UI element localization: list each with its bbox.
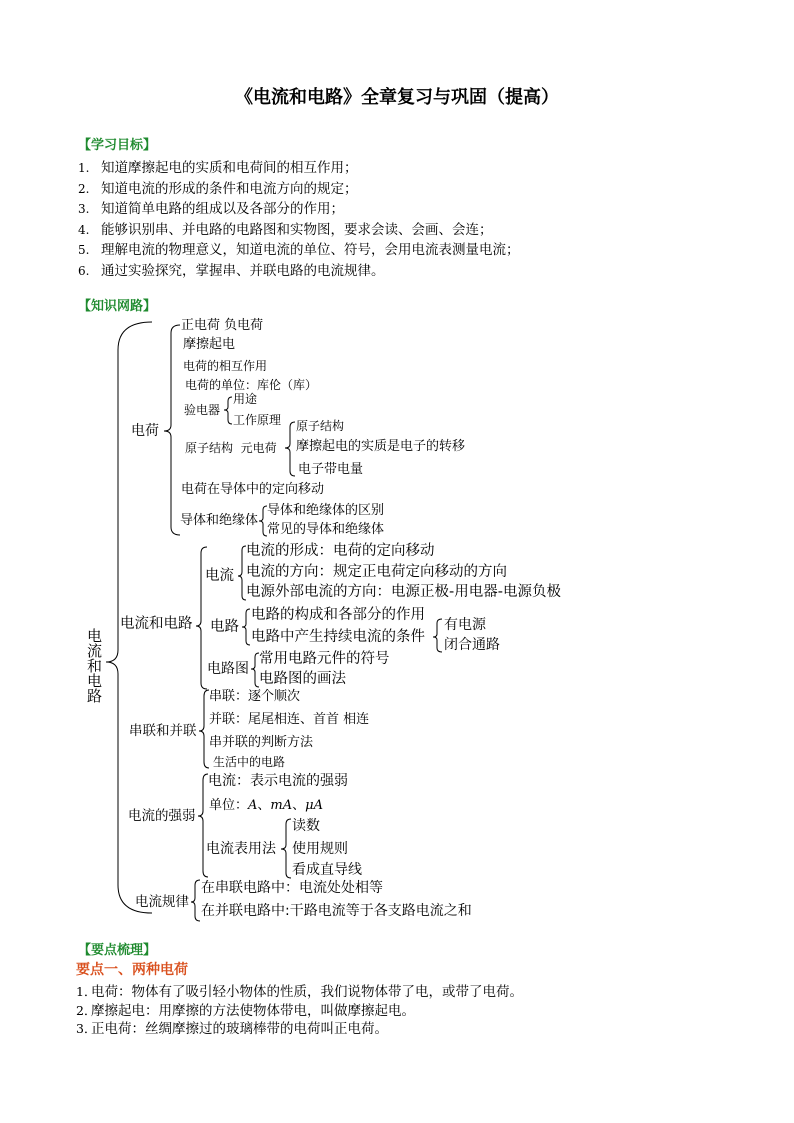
node-closed-path: 闭合通路	[444, 637, 500, 653]
node-component-symbols: 常用电路元件的符号	[259, 651, 390, 667]
brace-ammeter	[281, 819, 291, 878]
brace-current	[238, 546, 246, 600]
keypoints-heading: 【要点梳理】	[78, 943, 157, 958]
node-parallel-law: 在并联电路中:干路电流等于各支路电流之和	[201, 903, 472, 919]
node-friction-essence: 摩擦起电的实质是电子的转移	[296, 439, 466, 454]
objectives-heading: 【学习目标】	[78, 138, 157, 153]
objective-text: 知道电流的形成的条件和电流方向的规定；	[101, 180, 358, 197]
node-series: 串联：逐个顺次	[209, 689, 301, 704]
node-friction-electrification: 摩擦起电	[183, 337, 236, 352]
keypoint-item	[76, 1002, 523, 1021]
node-current-unit	[209, 798, 323, 814]
brace-series-parallel	[199, 690, 209, 768]
objective-number: 4.	[78, 222, 90, 237]
objective-item	[78, 179, 520, 200]
node-power-source: 有电源	[444, 617, 486, 633]
keypoint-1-title: 要点一、两种电荷	[76, 962, 188, 978]
branch-charge: 电荷	[131, 423, 159, 439]
node-circuit-diagram: 电路图	[207, 661, 249, 677]
objective-item	[78, 261, 520, 282]
node-external-current-direction: 电源外部电流的方向：电源正极-用电器-电源负极	[246, 584, 561, 600]
objective-number: 2.	[78, 181, 90, 196]
keypoint-item	[76, 1020, 523, 1039]
branch-current-laws: 电流规律	[135, 894, 189, 910]
brace-electroscope	[224, 397, 232, 424]
page-title: 《电流和电路》全章复习与巩固（提高）	[235, 87, 559, 108]
brace-atom	[285, 422, 295, 476]
node-charge-unit: 电荷的单位：库伦（库）	[185, 378, 318, 392]
brace-conductors	[259, 506, 267, 536]
node-charge-interaction: 电荷的相互作用	[183, 359, 268, 373]
keypoint-number: 3．	[76, 1021, 97, 1036]
unit-label: 单位：	[209, 798, 249, 813]
network-root: 电流和电路	[85, 628, 103, 703]
objective-number: 3.	[78, 202, 90, 217]
node-ammeter-usage: 电流表用法	[206, 841, 276, 857]
brace-condition	[433, 619, 442, 652]
brace-laws	[191, 880, 200, 921]
brace-diagram	[251, 653, 259, 687]
objective-number: 1.	[78, 161, 90, 175]
objectives-list	[78, 158, 520, 282]
objective-item	[78, 199, 520, 220]
objective-text: 理解电流的物理意义，知道电流的单位、符号，会用电流表测量电流；	[101, 242, 520, 259]
unit-microampere: μA	[305, 798, 323, 813]
branch-current-circuit: 电流和电路	[120, 616, 193, 632]
node-charge-movement: 电荷在导体中的定向移动	[181, 482, 325, 497]
node-atom-structure: 原子结构	[296, 419, 345, 433]
unit-milliampere: mA	[270, 798, 293, 813]
objective-item	[78, 158, 520, 179]
objective-number: 6.	[78, 263, 90, 278]
objective-text: 通过实验探究，掌握串、并联电路的电流规律。	[101, 262, 385, 279]
objective-text: 知道简单电路的组成以及各部分的作用；	[101, 201, 344, 218]
node-conductor-difference: 导体和绝缘体的区别	[267, 503, 385, 518]
node-electroscope: 验电器	[184, 403, 221, 417]
node-current-formation: 电流的形成：电荷的定向移动	[246, 543, 435, 559]
node-everyday-circuits: 生活中的电路	[213, 755, 286, 769]
node-electron-charge: 电子带电量	[298, 462, 364, 477]
node-current-meaning: 电流：表示电流的强弱	[208, 773, 348, 789]
node-common-conductors: 常见的导体和绝缘体	[267, 522, 385, 537]
node-current: 电流	[205, 568, 234, 584]
node-circuit: 电路	[210, 619, 239, 635]
keypoint-text: 摩擦起电：用摩擦的方法使物体带电，叫做摩擦起电。	[91, 1002, 415, 1019]
keypoint-item	[76, 983, 523, 1002]
node-positive-negative-charge: 正电荷 负电荷	[181, 318, 264, 333]
unit-separator: 、	[257, 798, 271, 813]
unit-separator: 、	[292, 798, 306, 813]
node-continuous-current-condition: 电路中产生持续电流的条件	[251, 629, 425, 645]
objective-item	[78, 220, 520, 241]
objective-text: 能够识别串、并电路的电路图和实物图，要求会读、会画、会连；	[101, 221, 493, 238]
brace-strength	[198, 774, 208, 877]
keypoint-1-list	[76, 983, 523, 1039]
brace-charge	[164, 325, 180, 535]
node-conductors-insulators: 导体和绝缘体	[180, 513, 259, 528]
objective-item	[78, 240, 520, 261]
node-electroscope-use: 用途	[233, 392, 258, 406]
node-atom-elementary-charge: 原子结构 元电荷	[185, 441, 277, 455]
objective-text: 知道摩擦起电的实质和电荷间的相互作用；	[101, 160, 358, 176]
node-series-parallel-judgement: 串并联的判断方法	[209, 735, 314, 750]
objective-number: 5.	[78, 243, 90, 258]
node-ammeter-reading: 读数	[292, 818, 320, 834]
node-ammeter-rules: 使用规则	[292, 841, 348, 857]
brace-circuit	[242, 609, 250, 645]
network-heading: 【知识网路】	[78, 299, 157, 314]
node-circuit-composition: 电路的构成和各部分的作用	[251, 607, 425, 623]
node-series-law: 在串联电路中：电流处处相等	[201, 880, 383, 896]
node-current-direction: 电流的方向：规定正电荷定向移动的方向	[246, 564, 507, 580]
node-electroscope-principle: 工作原理	[233, 413, 282, 427]
keypoint-text: 电荷：物体有了吸引轻小物体的性质，我们说物体带了电，或带了电荷。	[91, 984, 523, 1000]
node-ammeter-as-wire: 看成直导线	[292, 862, 362, 878]
node-parallel: 并联：尾尾相连、首首 相连	[209, 712, 370, 727]
keypoint-number: 2．	[76, 1002, 97, 1018]
keypoint-text: 正电荷：丝绸摩擦过的玻璃棒带的电荷叫正电荷。	[91, 1021, 388, 1037]
branch-current-strength: 电流的强弱	[128, 808, 196, 824]
branch-series-parallel: 串联和并联	[129, 723, 197, 739]
node-diagram-drawing: 电路图的画法	[259, 671, 346, 687]
keypoint-number: 1．	[76, 984, 97, 999]
unit-ampere: A	[248, 798, 258, 813]
